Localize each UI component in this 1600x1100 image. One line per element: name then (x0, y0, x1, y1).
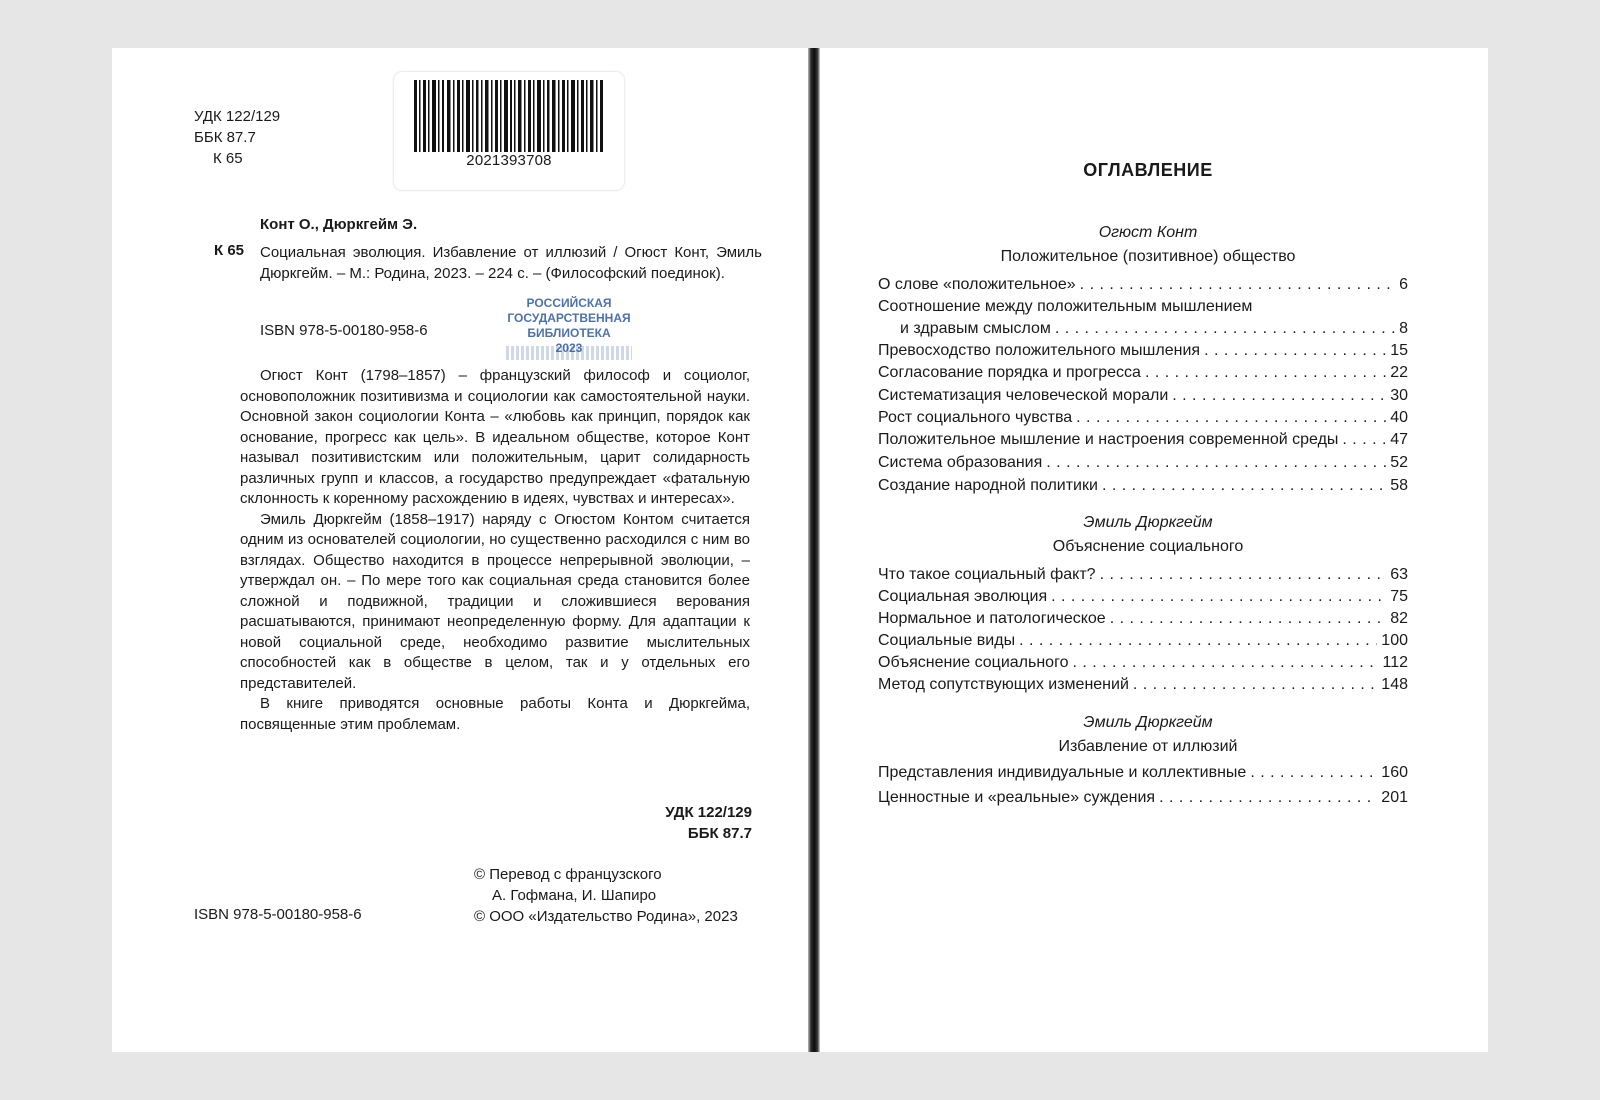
authors-heading: Конт О., Дюркгейм Э. (260, 216, 418, 233)
toc-entry[interactable] (878, 676, 1408, 698)
toc-entry-label: Ценностные и «реальные» суждения (878, 789, 1156, 806)
leader-dots (1342, 431, 1386, 449)
annotation (240, 366, 750, 735)
toc-entry-label: Социальная эволюция (878, 588, 1048, 605)
toc-entry[interactable] (878, 610, 1408, 632)
toc-entry-label: Представления индивидуальные и коллективные (878, 764, 1247, 781)
toc-entry[interactable] (878, 342, 1408, 364)
leader-dots (1055, 320, 1395, 338)
toc-entry[interactable] (878, 764, 1408, 786)
toc-entry[interactable] (878, 387, 1408, 409)
udk-code: УДК 122/129 (665, 804, 752, 821)
toc-entry-label: Система образования (878, 454, 1043, 471)
toc-entry-label: Нормальное и патологическое (878, 610, 1106, 627)
classification-codes-bottom (612, 802, 752, 844)
toc-page-number: 63 (1390, 566, 1408, 583)
leader-dots (1046, 454, 1386, 472)
leader-dots (1051, 588, 1386, 606)
toc-page-number: 6 (1399, 276, 1408, 293)
copyright-line: © Перевод с французского (474, 866, 662, 883)
leader-dots (1250, 764, 1377, 782)
annotation-paragraph: Эмиль Дюркгейм (1858–1917) наряду с Огюстом Контом считается одним из основателей социологии, но существенно расходился с ним во взглядах. Общество находится в процессе непрерывной эволюции, – утверждал он. – По мере того как социальная среда становится более сложной и подвижной, традиции и сложившиеся верования расшатываются, принимают неопределенную форму. Для адаптации к новой социальной среде, необходимо развитие мыслительных способностей как в обществе в целом, так и у отдельных его представителей. (240, 510, 750, 692)
toc-entry[interactable] (878, 566, 1408, 588)
stamp-line: 2023 (555, 341, 583, 355)
toc-entry[interactable] (900, 320, 1408, 342)
toc-entry-label: Согласование порядка и прогресса (878, 364, 1141, 381)
toc-entry-label: Метод сопутствующих изменений (878, 676, 1129, 693)
bbk-code: ББК 87.7 (194, 129, 256, 146)
toc-entry[interactable] (878, 789, 1408, 811)
copyright-line: © ООО «Издательство Родина», 2023 (474, 908, 738, 925)
toc-page-number: 201 (1381, 789, 1408, 806)
contents-page (820, 48, 1488, 1052)
toc-entry-label[interactable]: Соотношение между положительным мышлением (878, 298, 1253, 315)
leader-dots (1100, 566, 1387, 584)
toc-entry-label: Положительное мышление и настроения современной среды (878, 431, 1339, 448)
toc-page-number: 100 (1381, 632, 1408, 649)
catalog-mark: К 65 (214, 242, 245, 259)
imprint-page (112, 48, 810, 1052)
toc-entry-label: Что такое социальный факт? (878, 566, 1096, 583)
leader-dots (1133, 676, 1377, 694)
section-author: Эмиль Дюркгейм (1083, 714, 1213, 731)
toc-entry[interactable] (878, 409, 1408, 431)
section-author: Эмиль Дюркгейм (1083, 514, 1213, 531)
toc-entry-label: Объяснение социального (878, 654, 1069, 671)
toc-entry[interactable] (878, 654, 1408, 676)
copyright-block (474, 864, 738, 927)
leader-dots (1159, 789, 1377, 807)
toc-entry[interactable] (878, 632, 1408, 654)
toc-entry[interactable] (878, 454, 1408, 476)
toc-title: ОГЛАВЛЕНИЕ (1083, 160, 1213, 180)
library-stamp (504, 296, 634, 356)
toc-page-number: 47 (1390, 431, 1408, 448)
barcode-label (394, 72, 624, 190)
toc-entry[interactable] (878, 431, 1408, 453)
leader-dots (1072, 654, 1378, 672)
leader-dots (1076, 409, 1386, 427)
toc-page-number: 22 (1390, 364, 1408, 381)
toc-entry-label: Превосходство положительного мышления (878, 342, 1201, 359)
bibliographic-record: Социальная эволюция. Избавление от иллюзий / Огюст Конт, Эмиль Дюркгейм. – М.: Родина, 2023. – 224 с. – (Философский поединок). (260, 244, 762, 282)
section-title: Объяснение социального (1052, 538, 1244, 555)
toc-page-number: 75 (1390, 588, 1408, 605)
leader-dots (1102, 477, 1386, 495)
leader-dots (1080, 276, 1395, 294)
toc-page-number: 40 (1390, 409, 1408, 426)
toc-page-number: 160 (1381, 764, 1408, 781)
classification-codes-top (194, 106, 280, 169)
section-author: Огюст Конт (1098, 224, 1198, 241)
toc-entry-label: Систематизация человеческой морали (878, 387, 1169, 404)
toc-page-number: 58 (1390, 477, 1408, 494)
toc-entry-label: Создание народной политики (878, 477, 1098, 494)
leader-dots (1019, 632, 1377, 650)
stamp-line: БИБЛИОТЕКА (527, 326, 611, 340)
toc-page-number: 30 (1390, 387, 1408, 404)
toc-entry-label: О слове «положительное» (878, 276, 1076, 293)
barcode-number: 2021393708 (466, 152, 552, 169)
toc-entry[interactable] (878, 477, 1408, 499)
annotation-paragraph: В книге приводятся основные работы Конта и Дюркгейма, посвященные этим проблемам. (240, 695, 750, 733)
copyright-line: А. Гофмана, И. Шапиро (492, 887, 657, 904)
leader-dots (1172, 387, 1386, 405)
book-gutter (808, 48, 820, 1052)
isbn: ISBN 978-5-00180-958-6 (260, 322, 428, 339)
isbn-bottom: ISBN 978-5-00180-958-6 (194, 906, 362, 923)
toc-entry-label: Рост социального чувства (878, 409, 1073, 426)
toc-page-number: 15 (1390, 342, 1408, 359)
udk-code: УДК 122/129 (194, 108, 281, 125)
annotation-paragraph: Огюст Конт (1798–1857) – французский философ и социолог, основоположник позитивизма и социологии как самостоятельной науки. Основной закон социологии Конта – «любовь как принцип, порядок как основание, прогресс как цель». В идеальном обществе, которое Конт называл позитивистским или положительным, царит солидарность различных групп и классов, а государство предупреждает «фатальную склонность к коренному расхождению в идеях, чувствах и интересах». (240, 367, 750, 507)
toc-entry[interactable] (878, 276, 1408, 298)
toc-entry[interactable] (878, 364, 1408, 386)
barcode-icon (414, 80, 604, 152)
stamp-line: РОССИЙСКАЯ (526, 296, 612, 310)
toc-page-number: 148 (1381, 676, 1408, 693)
toc-page-number: 8 (1399, 320, 1408, 337)
bbk-code: ББК 87.7 (687, 825, 752, 842)
toc-entry-label: и здравым смыслом (900, 320, 1051, 337)
author-mark: К 65 (213, 150, 243, 167)
section-title: Избавление от иллюзий (1058, 738, 1238, 755)
toc-entry[interactable] (878, 588, 1408, 610)
toc-entry-label: Социальные виды (878, 632, 1016, 649)
leader-dots (1145, 364, 1386, 382)
stamp-line: ГОСУДАРСТВЕННАЯ (507, 311, 631, 325)
leader-dots (1110, 610, 1387, 628)
section-title: Положительное (позитивное) общество (1000, 248, 1296, 265)
toc-page-number: 82 (1390, 610, 1408, 627)
toc-page-number: 52 (1390, 454, 1408, 471)
toc-page-number: 112 (1382, 654, 1408, 671)
leader-dots (1204, 342, 1386, 360)
book-spread (112, 48, 1488, 1052)
